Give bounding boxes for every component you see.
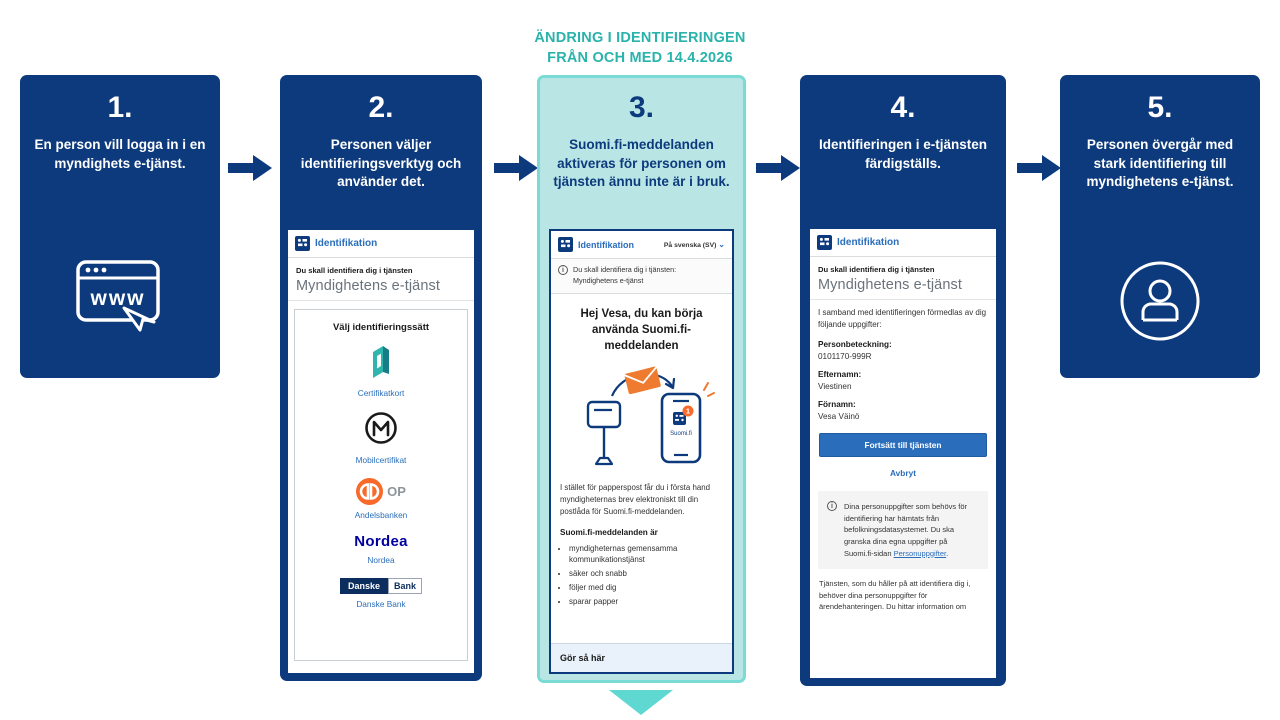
field-value-surname: Viestinen [818, 382, 852, 391]
screen4-info-text: Dina personuppgifter som behövs för identifiering har hämtats från befolkningsdatasystemet. Du ska granska dina egna uppgifter på Suomi.fi-sidan Personuppgifter. [844, 502, 967, 558]
danske-bank-logo: Danske Bank [295, 578, 467, 594]
method-andelsbanken[interactable] [295, 478, 467, 520]
screen2-service-block [288, 258, 474, 301]
method-label[interactable]: Andelsbanken [354, 510, 408, 520]
step-2-card [280, 75, 482, 681]
screen3-list-title: Suomi.fi-meddelanden är [560, 527, 658, 537]
spark-icon [704, 383, 714, 396]
page-title-line2: FRÅN OCH MED 14.4.2026 [547, 50, 733, 66]
step-2-number: 2. [368, 91, 394, 124]
nordea-logo: Nordea [354, 533, 408, 550]
person-circle-icon [1060, 260, 1260, 342]
continue-to-service-button[interactable]: Fortsätt till tjänsten [819, 433, 987, 457]
step-3-card-highlighted [537, 75, 746, 683]
step-1-card [20, 75, 220, 378]
method-label[interactable]: Danske Bank [356, 599, 406, 609]
suomifi-logo-icon [558, 237, 573, 252]
svg-text:www: www [90, 287, 146, 310]
method-label[interactable]: Mobilcertifikat [355, 455, 407, 465]
field-label-firstname: Förnamn: [818, 400, 856, 409]
screen3-info-text: Du skall identifiera dig i tjänsten: Myndighetens e-tjänst [573, 265, 677, 285]
screen4-header [810, 229, 996, 257]
screen2-subtitle: Du skall identifiera dig i tjänsten [296, 266, 413, 275]
screen3-brand: Identifikation [578, 239, 634, 250]
screen4-service-name: Myndighetens e-tjänst [818, 277, 962, 293]
personal-data-link[interactable]: Personuppgifter [893, 548, 947, 558]
mobile-certificate-icon [364, 411, 398, 445]
method-label[interactable]: Certifikatkort [357, 388, 405, 398]
language-selector[interactable]: På svenska (SV) ⌄ [663, 240, 725, 249]
screen4-intro: I samband med identifieringen förmedlas av dig följande uppgifter: [818, 308, 987, 329]
step-4-text: Identifieringen i e-tjänsten färdigställs. [818, 137, 988, 171]
mailbox-icon [588, 402, 620, 464]
bullet-item: • följer med dig [569, 582, 723, 594]
chooser-title: Välj identifieringssätt [332, 322, 430, 333]
screen3-heading: Hej Vesa, du kan börja använda Suomi.fi-meddelanden [580, 307, 703, 352]
info-icon: i [827, 501, 837, 511]
page-title [0, 28, 1280, 68]
step-3-text: Suomi.fi-meddelanden aktiveras för personen om tjänsten ännu inte är i bruk. [553, 137, 730, 190]
suomifi-logo-icon [295, 236, 310, 251]
bullet-item: • säker och snabb [569, 568, 723, 580]
method-mobile-certificate[interactable] [295, 411, 467, 465]
chevron-down-icon: ⌄ [718, 240, 725, 249]
flow-arrow-icon-2 [494, 151, 540, 185]
step-5-number: 5. [1147, 91, 1173, 124]
mailbox-to-phone-illustration [551, 358, 732, 476]
method-label[interactable]: Nordea [367, 555, 395, 565]
method-danske-bank[interactable] [295, 578, 467, 609]
screen4-body [810, 300, 996, 569]
text-fade-overlay [810, 654, 996, 678]
identification-method-list [294, 309, 468, 661]
step-1-number: 1. [107, 91, 133, 124]
screen2-brand: Identifikation [315, 238, 378, 249]
screen3-body-text: I stället för papperspost får du i första hand myndigheternas brev elektroniskt till din postlåda för Suomi.fi-meddelanden. [560, 482, 711, 517]
step-4-card [800, 75, 1006, 686]
method-nordea[interactable] [295, 533, 467, 565]
screen4-info-box [818, 491, 988, 569]
page-title-line1: ÄNDRING I IDENTIFIERINGEN [534, 30, 746, 46]
screen2-header [288, 230, 474, 258]
screen-identification-chooser [288, 230, 474, 673]
screen2-service-name: Myndighetens e-tjänst [296, 278, 440, 294]
step-3-number: 3. [628, 91, 655, 124]
screen3-info-bar [551, 259, 732, 294]
flow-arrow-icon-4 [1017, 151, 1063, 185]
op-bank-icon [356, 478, 383, 505]
screen4-brand: Identifikation [837, 237, 900, 248]
info-icon: i [558, 265, 568, 275]
certificate-card-icon [369, 346, 393, 378]
flow-arrow-icon-1 [228, 151, 274, 185]
step-4-number: 4. [890, 91, 916, 124]
screen4-subtitle: Du skall identifiera dig i tjänsten [818, 265, 935, 274]
highlight-pointer-icon [609, 690, 673, 715]
flow-arrow-icon-3 [756, 151, 802, 185]
step-5-text: Personen övergår med stark identifiering till myndighetens e-tjänst. [1086, 137, 1234, 190]
op-logo-text: OP [387, 484, 406, 499]
screen3-header [551, 231, 732, 259]
bullet-item: • sparar papper [569, 596, 723, 608]
field-label-surname: Efternamn: [818, 370, 862, 379]
field-value-personal-id: 0101170-999R [818, 352, 872, 361]
svg-text:1: 1 [685, 406, 690, 416]
browser-www-icon [20, 258, 220, 334]
field-label-personal-id: Personbeteckning: [818, 340, 892, 349]
smartphone-icon [662, 394, 700, 462]
step-5-card [1060, 75, 1260, 378]
svg-text:Suomi.fi: Suomi.fi [669, 430, 692, 437]
envelope-icon [624, 366, 661, 394]
cancel-link[interactable]: Avbryt [890, 468, 916, 478]
step-2-text: Personen väljer identifieringsverktyg och använder det. [300, 137, 462, 190]
how-to-link[interactable]: Gör så här [551, 643, 732, 672]
screen3-bullet-list [551, 537, 732, 608]
screen-messages-activation [549, 229, 734, 674]
field-value-firstname: Vesa Väinö [818, 412, 860, 421]
bullet-item: • myndigheternas gemensamma kommunikationstjänst [569, 543, 723, 567]
method-certificate-card[interactable] [295, 346, 467, 398]
screen4-outro-text: Tjänsten, som du håller på att identifiera dig i, behöver dina personuppgifter för ärendehanteringen. Du hittar information om [819, 579, 971, 612]
screen-identification-confirm [810, 229, 996, 678]
suomifi-logo-icon [817, 235, 832, 250]
step-1-text: En person vill logga in i en myndighets e-tjänst. [34, 137, 206, 171]
screen4-service-block [810, 257, 996, 300]
